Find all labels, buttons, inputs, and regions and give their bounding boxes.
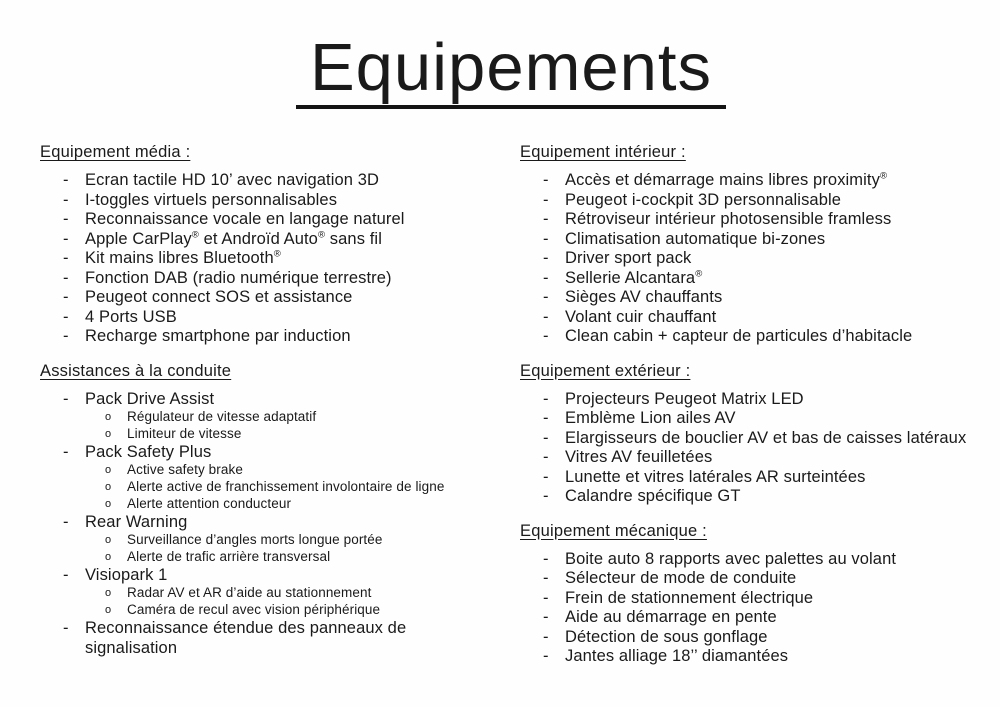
left-column <box>40 143 520 680</box>
sub-list-item <box>40 462 475 479</box>
circle-bullet: o <box>105 411 112 424</box>
item-text: Aide au démarrage en pente <box>565 608 777 627</box>
list-item <box>40 327 475 347</box>
item-text: Elargisseurs de bouclier AV et bas de caisses latéraux <box>565 428 967 447</box>
circle-bullet: o <box>105 498 112 511</box>
item-text: Détection de sous gonflage <box>565 627 768 646</box>
item-text: Volant cuir chauffant <box>565 307 717 326</box>
list-item <box>40 513 475 533</box>
item-list-assistances <box>40 390 475 658</box>
list-item <box>40 171 475 191</box>
item-text: Climatisation automatique bi-zones <box>565 229 826 248</box>
item-list-interieur <box>520 171 982 347</box>
list-item <box>40 566 475 586</box>
dash-bullet: - <box>543 210 549 229</box>
list-item <box>40 443 475 463</box>
list-item <box>520 191 982 211</box>
dash-bullet: - <box>63 327 69 346</box>
registered-trademark-symbol: ® <box>191 229 199 241</box>
item-text: Rear Warning <box>85 512 188 531</box>
section-interieur <box>520 143 982 347</box>
item-list-media <box>40 171 475 347</box>
subitem-text: Caméra de recul avec vision périphérique <box>127 602 381 618</box>
item-text: Jantes alliage 18’’ diamantées <box>565 647 789 666</box>
item-text: Fonction DAB (radio numérique terrestre) <box>85 268 392 287</box>
item-list-mecanique <box>520 550 982 667</box>
item-text: 4 Ports USB <box>85 307 177 326</box>
item-text: Recharge smartphone par induction <box>85 327 351 346</box>
dash-bullet: - <box>543 171 549 190</box>
item-text: I-toggles virtuels personnalisables <box>85 190 338 209</box>
dash-bullet: - <box>63 565 69 584</box>
sub-list-item <box>40 602 475 619</box>
right-column <box>520 143 982 680</box>
list-item <box>40 249 475 269</box>
item-text: Projecteurs Peugeot Matrix LED <box>565 389 804 408</box>
list-item <box>40 191 475 211</box>
item-text: Emblème Lion ailes AV <box>565 409 736 428</box>
list-item <box>40 269 475 289</box>
subitem-text: Surveillance d’angles morts longue portée <box>127 532 383 548</box>
dash-bullet: - <box>63 268 69 287</box>
dash-bullet: - <box>543 327 549 346</box>
list-item <box>520 409 982 429</box>
list-item <box>520 608 982 628</box>
item-text: Visiopark 1 <box>85 565 168 584</box>
item-text: Sellerie Alcantara® <box>565 268 703 287</box>
section-media <box>40 143 475 347</box>
section-heading-exterieur: Equipement extérieur : <box>520 361 691 380</box>
item-text: Reconnaissance vocale en langage naturel <box>85 210 405 229</box>
item-text: Accès et démarrage mains libres proximity® <box>565 170 888 190</box>
dash-bullet: - <box>63 307 69 326</box>
list-item <box>520 569 982 589</box>
registered-trademark-symbol: ® <box>695 268 703 280</box>
dash-bullet: - <box>543 229 549 248</box>
item-text: Vitres AV feuilletées <box>565 448 713 467</box>
item-text: Reconnaissance étendue des panneaux de signalisation <box>85 619 407 657</box>
dash-bullet: - <box>543 647 549 666</box>
sub-list-item <box>40 549 475 566</box>
item-text: Ecran tactile HD 10’ avec navigation 3D <box>85 171 380 190</box>
dash-bullet: - <box>543 549 549 568</box>
registered-trademark-symbol: ® <box>273 248 281 260</box>
item-text: Pack Drive Assist <box>85 389 215 408</box>
sub-list-item <box>40 585 475 602</box>
item-text: Lunette et vitres latérales AR surteintées <box>565 467 866 486</box>
dash-bullet: - <box>63 512 69 531</box>
list-item <box>520 210 982 230</box>
sub-list-item <box>40 409 475 426</box>
item-text: Frein de stationnement électrique <box>565 588 814 607</box>
list-item <box>520 269 982 289</box>
item-text: Pack Safety Plus <box>85 442 212 461</box>
dash-bullet: - <box>63 288 69 307</box>
circle-bullet: o <box>105 587 112 600</box>
dash-bullet: - <box>543 467 549 486</box>
dash-bullet: - <box>543 409 549 428</box>
list-item <box>520 429 982 449</box>
circle-bullet: o <box>105 428 112 441</box>
dash-bullet: - <box>543 288 549 307</box>
item-text: Peugeot i-cockpit 3D personnalisable <box>565 190 842 209</box>
dash-bullet: - <box>543 448 549 467</box>
dash-bullet: - <box>543 588 549 607</box>
subitem-text: Active safety brake <box>127 462 243 478</box>
item-list-exterieur <box>520 390 982 507</box>
page-title: Equipements <box>296 34 726 109</box>
item-text: Boite auto 8 rapports avec palettes au volant <box>565 549 897 568</box>
section-assistances <box>40 362 475 658</box>
item-text: Sélecteur de mode de conduite <box>565 569 797 588</box>
subitem-text: Alerte attention conducteur <box>127 496 292 512</box>
sub-list-item <box>40 479 475 496</box>
dash-bullet: - <box>543 487 549 506</box>
list-item <box>520 628 982 648</box>
subitem-text: Alerte active de franchissement involontaire de ligne <box>127 479 445 495</box>
circle-bullet: o <box>105 534 112 547</box>
list-item <box>40 619 475 658</box>
circle-bullet: o <box>105 481 112 494</box>
section-heading-media: Equipement média : <box>40 143 191 162</box>
dash-bullet: - <box>63 389 69 408</box>
list-item <box>40 288 475 308</box>
dash-bullet: - <box>63 229 69 248</box>
list-item <box>520 288 982 308</box>
subitem-text: Limiteur de vitesse <box>127 426 242 442</box>
list-item <box>40 390 475 410</box>
list-item <box>520 308 982 328</box>
dash-bullet: - <box>63 190 69 209</box>
list-item <box>520 589 982 609</box>
columns <box>40 143 982 680</box>
subitem-text: Alerte de trafic arrière transversal <box>127 549 331 565</box>
subitem-text: Radar AV et AR d’aide au stationnement <box>127 585 372 601</box>
list-item <box>520 230 982 250</box>
list-item <box>520 390 982 410</box>
sub-list-item <box>40 426 475 443</box>
list-item <box>520 171 982 191</box>
section-mecanique <box>520 522 982 667</box>
list-item <box>40 308 475 328</box>
dash-bullet: - <box>543 389 549 408</box>
circle-bullet: o <box>105 464 112 477</box>
list-item <box>520 448 982 468</box>
dash-bullet: - <box>543 608 549 627</box>
item-text: Driver sport pack <box>565 249 692 268</box>
circle-bullet: o <box>105 604 112 617</box>
dash-bullet: - <box>543 307 549 326</box>
dash-bullet: - <box>543 249 549 268</box>
dash-bullet: - <box>543 627 549 646</box>
list-item <box>520 647 982 667</box>
list-item <box>520 327 982 347</box>
registered-trademark-symbol: ® <box>879 170 888 182</box>
list-item <box>40 230 475 250</box>
section-exterieur <box>520 362 982 507</box>
list-item <box>520 249 982 269</box>
dash-bullet: - <box>543 428 549 447</box>
list-item <box>520 468 982 488</box>
item-text: Peugeot connect SOS et assistance <box>85 288 353 307</box>
dash-bullet: - <box>63 210 69 229</box>
dash-bullet: - <box>543 190 549 209</box>
registered-trademark-symbol: ® <box>317 229 326 241</box>
item-text: Apple CarPlay® et Androïd Auto® sans fil <box>85 229 382 248</box>
list-item <box>520 487 982 507</box>
item-text: Kit mains libres Bluetooth® <box>85 248 281 268</box>
item-text: Clean cabin + capteur de particules d’habitacle <box>565 327 913 346</box>
dash-bullet: - <box>63 619 69 637</box>
list-item <box>520 550 982 570</box>
section-heading-interieur: Equipement intérieur : <box>520 143 686 162</box>
sub-list-item <box>40 532 475 549</box>
circle-bullet: o <box>105 551 112 564</box>
dash-bullet: - <box>543 569 549 588</box>
section-heading-mecanique: Equipement mécanique : <box>520 521 707 540</box>
list-item <box>40 210 475 230</box>
dash-bullet: - <box>63 171 69 190</box>
item-text: Rétroviseur intérieur photosensible framless <box>565 210 892 229</box>
sub-list-item <box>40 496 475 513</box>
item-text: Calandre spécifique GT <box>565 487 741 506</box>
item-text: Sièges AV chauffants <box>565 288 723 307</box>
subitem-text: Régulateur de vitesse adaptatif <box>127 409 317 425</box>
dash-bullet: - <box>543 268 549 287</box>
section-heading-assistances: Assistances à la conduite <box>40 361 232 380</box>
dash-bullet: - <box>63 249 69 268</box>
title-wrap <box>40 30 982 109</box>
dash-bullet: - <box>63 442 69 461</box>
